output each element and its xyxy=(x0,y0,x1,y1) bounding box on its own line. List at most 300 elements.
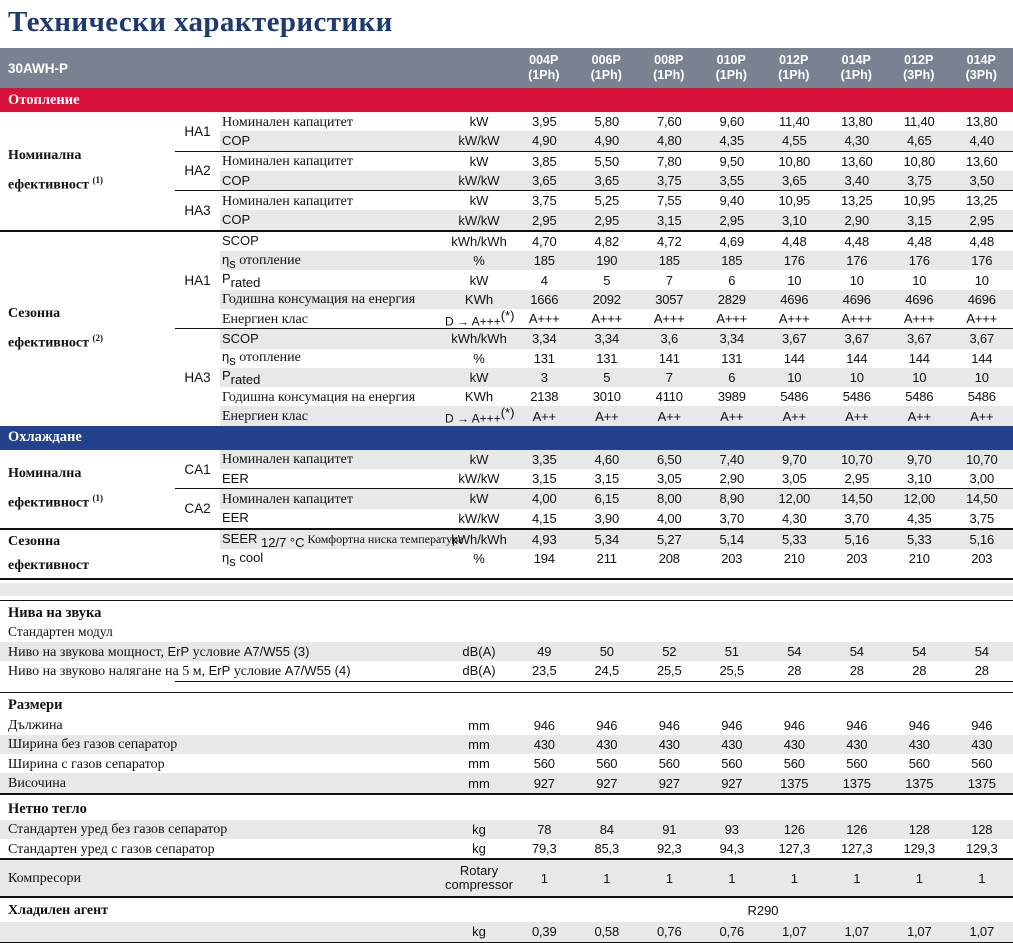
value-cell: 28 xyxy=(888,663,951,678)
value-cell: 4,80 xyxy=(638,133,701,148)
spec-row xyxy=(220,450,1013,469)
label-segment: Номинален капацитет xyxy=(222,452,353,467)
value-cell: 1375 xyxy=(951,776,1013,791)
row-label xyxy=(220,549,445,569)
value-cell: 24,5 xyxy=(576,663,639,678)
value-cell: 54 xyxy=(763,644,826,659)
value-cell: 144 xyxy=(763,351,826,366)
value-cell: 3,05 xyxy=(763,471,826,486)
value-cell: 4,48 xyxy=(826,234,889,249)
value-cell: 13,60 xyxy=(826,154,889,169)
value-cell: 560 xyxy=(638,756,701,771)
label-segment: s xyxy=(229,554,236,569)
value-cell: 13,25 xyxy=(826,193,889,208)
value-cell: A++ xyxy=(701,409,764,424)
value-cell: A++ xyxy=(763,409,826,424)
label-segment: mm xyxy=(468,737,490,752)
value-cell: 8,00 xyxy=(638,491,701,506)
value-cell: 85,3 xyxy=(576,841,639,856)
value-cell: 4,70 xyxy=(513,234,576,249)
value-cell: 2829 xyxy=(701,292,764,307)
unit-cell xyxy=(445,214,513,227)
spec-section xyxy=(0,230,1013,426)
row-label xyxy=(220,270,445,290)
spec-row xyxy=(220,489,1013,508)
value-cell: 0,39 xyxy=(513,924,576,939)
model-columns xyxy=(513,48,1013,88)
value-cell: A+++ xyxy=(576,311,639,326)
value-cell: 3,35 xyxy=(513,452,576,467)
row-label xyxy=(220,113,445,131)
value-cell: 560 xyxy=(951,756,1013,771)
value-cell: 3,34 xyxy=(701,331,764,346)
label-segment: kW xyxy=(470,370,489,385)
value-cell: 3,65 xyxy=(763,173,826,188)
row-label xyxy=(220,232,445,250)
spec-row xyxy=(220,112,1013,131)
unit-cell xyxy=(445,842,513,855)
column-header xyxy=(888,48,951,88)
page-title: Технически характеристики xyxy=(0,4,1013,48)
value-cell: 430 xyxy=(826,737,889,752)
value-cell: 3,75 xyxy=(888,173,951,188)
value-cell: 13,25 xyxy=(951,193,1013,208)
label-segment: η xyxy=(222,349,229,364)
value-cell: 144 xyxy=(826,351,889,366)
unit-cell xyxy=(445,134,513,147)
value-cell: 2,95 xyxy=(576,213,639,228)
unit-cell xyxy=(445,235,513,248)
value-cell: 946 xyxy=(701,718,764,733)
section-label: Сезонна ефективност xyxy=(0,530,175,578)
value-cell: 92,3 xyxy=(638,841,701,856)
label-segment: kWh/kWh xyxy=(451,532,507,547)
value-cell: 10 xyxy=(763,370,826,385)
spec-row xyxy=(0,860,1013,896)
label-segment: kg xyxy=(472,924,486,939)
spec-block xyxy=(0,797,1013,861)
label-segment: KWh xyxy=(465,292,493,307)
value-cell: A+++ xyxy=(763,311,826,326)
value-cell: 4,82 xyxy=(576,234,639,249)
label-segment: Ширина с газов сепаратор xyxy=(8,757,165,772)
value-cell: 430 xyxy=(576,737,639,752)
unit-cell xyxy=(445,194,513,207)
column-code: 014P xyxy=(825,53,888,68)
value-cell: A++ xyxy=(638,409,701,424)
value-cell: 10 xyxy=(826,273,889,288)
label-segment: % xyxy=(473,253,485,268)
unit-cell xyxy=(445,406,513,425)
label-segment: mm xyxy=(468,756,490,771)
value-cell: 10,80 xyxy=(763,154,826,169)
label-segment: Ширина без газов сепаратор xyxy=(8,737,177,752)
value-cell: 6,15 xyxy=(576,491,639,506)
spec-row xyxy=(0,754,1013,773)
spec-group xyxy=(175,450,1013,489)
value-cell: 6,50 xyxy=(638,452,701,467)
label-segment: отопление xyxy=(236,253,301,268)
value-cell: 3,40 xyxy=(826,173,889,188)
value-cell: 3,50 xyxy=(951,173,1013,188)
value-cell: 208 xyxy=(638,551,701,566)
value-cell: 28 xyxy=(763,663,826,678)
group-label: HA3 xyxy=(175,329,220,425)
label-segment: Ниво на звуково налягане на 5 м, xyxy=(8,664,209,679)
value-cell: 5486 xyxy=(888,389,951,404)
value-cell: 50 xyxy=(576,644,639,659)
unit-cell xyxy=(445,512,513,525)
value-cell: 10 xyxy=(888,273,951,288)
value-cell: 3,75 xyxy=(951,511,1013,526)
value-cell: 3,15 xyxy=(888,213,951,228)
row-label xyxy=(220,330,445,348)
spec-row xyxy=(220,191,1013,210)
spec-section xyxy=(0,450,1013,528)
value-cell: 5,16 xyxy=(826,532,889,547)
value-cell: 430 xyxy=(513,737,576,752)
column-phase: (1Ph) xyxy=(513,68,576,83)
label-segment: A7/W55 (4) xyxy=(285,663,351,678)
label-segment: ErP xyxy=(209,663,231,678)
unit-cell xyxy=(445,738,513,751)
label-segment: kW xyxy=(470,273,489,288)
value-cell: A+++ xyxy=(951,311,1013,326)
section-label: Номинална ефективност $^{(1)}$ xyxy=(0,450,175,528)
value-cell: 84 xyxy=(576,822,639,837)
label-segment: KWh xyxy=(465,389,493,404)
label-segment: COP xyxy=(222,173,250,188)
value-cell: A++ xyxy=(888,409,951,424)
value-cell: 4696 xyxy=(888,292,951,307)
value-cell: 10,95 xyxy=(888,193,951,208)
row-label xyxy=(220,132,445,150)
label-segment: SEER xyxy=(222,531,261,546)
value-cell: 7 xyxy=(638,370,701,385)
spec-row xyxy=(0,735,1013,754)
value-cell: 10,80 xyxy=(888,154,951,169)
value-cell: 560 xyxy=(513,756,576,771)
unit-cell xyxy=(445,390,513,403)
value-cell: 2,90 xyxy=(826,213,889,228)
value-cell: A++ xyxy=(951,409,1013,424)
value-cell: 185 xyxy=(638,253,701,268)
value-cell: 3,95 xyxy=(513,114,576,129)
value-cell: 9,70 xyxy=(763,452,826,467)
label-segment: kW xyxy=(470,114,489,129)
row-label xyxy=(220,470,445,488)
value-cell: 5,50 xyxy=(576,154,639,169)
partial-divider xyxy=(175,681,1013,682)
value-cell: 54 xyxy=(826,644,889,659)
unit-cell xyxy=(445,254,513,267)
value-cell: 144 xyxy=(951,351,1013,366)
label-segment: отопление xyxy=(236,350,301,365)
group-label: HA1 xyxy=(175,232,220,328)
label-segment: kW/kW xyxy=(458,173,499,188)
value-cell: 1666 xyxy=(513,292,576,307)
value-cell: 3057 xyxy=(638,292,701,307)
label-segment: условие xyxy=(189,645,244,660)
value-cell: 176 xyxy=(888,253,951,268)
label-segment: Стандартен уред без газов сепаратор xyxy=(8,822,227,837)
value-cell: 94,3 xyxy=(701,841,764,856)
value-cell: 10 xyxy=(951,370,1013,385)
spec-row xyxy=(220,290,1013,309)
row-label xyxy=(220,251,445,271)
column-header xyxy=(763,48,826,88)
value-cell: 3,6 xyxy=(638,331,701,346)
value-cell: 946 xyxy=(638,718,701,733)
row-label xyxy=(220,367,445,387)
value-cell: 52 xyxy=(638,644,701,659)
value-cell: A+++ xyxy=(638,311,701,326)
value-cell: 10,70 xyxy=(951,452,1013,467)
value-cell: 560 xyxy=(763,756,826,771)
value-cell: 127,3 xyxy=(826,841,889,856)
value-cell: 2,95 xyxy=(513,213,576,228)
label-segment: Дължина xyxy=(8,718,63,733)
unit-cell xyxy=(445,309,513,328)
label-segment: mm xyxy=(468,776,490,791)
group-label xyxy=(175,530,220,569)
value-cell: 14,50 xyxy=(826,491,889,506)
unit-cell xyxy=(445,645,513,658)
value-cell: 1 xyxy=(951,871,1013,886)
value-cell: 1 xyxy=(513,871,576,886)
value-cell: 1375 xyxy=(763,776,826,791)
value-cell: 203 xyxy=(701,551,764,566)
value-cell: 3,75 xyxy=(638,173,701,188)
value-cell: 28 xyxy=(951,663,1013,678)
spec-row xyxy=(220,368,1013,387)
value-cell: 91 xyxy=(638,822,701,837)
label-segment: s xyxy=(229,353,236,368)
row-label xyxy=(0,716,445,734)
spec-row xyxy=(220,469,1013,488)
value-cell: 5,34 xyxy=(576,532,639,547)
value-cell: A+++ xyxy=(888,311,951,326)
column-header xyxy=(513,48,576,88)
spec-row xyxy=(220,232,1013,251)
block-subtitle: Стандартен модул xyxy=(0,624,1013,642)
group-label: HA3 xyxy=(175,191,220,230)
spec-block xyxy=(0,692,1013,795)
value-cell: 5 xyxy=(576,370,639,385)
value-cell: 4,48 xyxy=(951,234,1013,249)
column-phase: (3Ph) xyxy=(950,68,1013,83)
column-phase: (1Ph) xyxy=(763,68,826,83)
row-label xyxy=(220,490,445,508)
value-cell: 2,95 xyxy=(701,213,764,228)
value-cell: 4,15 xyxy=(513,511,576,526)
row-label xyxy=(220,290,445,308)
row-label xyxy=(0,662,445,680)
value-cell: 4,69 xyxy=(701,234,764,249)
spec-block xyxy=(0,600,1013,682)
value-cell: 3010 xyxy=(576,389,639,404)
label-segment: mm xyxy=(468,718,490,733)
value-cell: 1,07 xyxy=(826,924,889,939)
column-header xyxy=(950,48,1013,88)
row-label xyxy=(220,152,445,170)
value-cell: A++ xyxy=(576,409,639,424)
value-cell: 1,07 xyxy=(951,924,1013,939)
section-bar-label: Отопление xyxy=(8,92,80,109)
value-cell: 4,35 xyxy=(701,133,764,148)
spec-row xyxy=(220,530,1013,549)
value-cell: 7,55 xyxy=(638,193,701,208)
column-phase: (1Ph) xyxy=(825,68,888,83)
row-label xyxy=(0,840,445,858)
value-cell: 4,40 xyxy=(951,133,1013,148)
unit-cell xyxy=(445,293,513,306)
value-cell: 1 xyxy=(576,871,639,886)
block-title: Нива на звука xyxy=(0,601,1013,624)
spec-row xyxy=(220,349,1013,368)
row-label xyxy=(220,509,445,527)
label-segment: s xyxy=(229,256,236,271)
unit-cell xyxy=(445,777,513,790)
spec-row xyxy=(220,152,1013,171)
label-segment: Комфортна ниска температура xyxy=(305,532,464,546)
label-segment: kW/kW xyxy=(458,213,499,228)
value-cell: 12,00 xyxy=(888,491,951,506)
spec-row xyxy=(0,661,1013,680)
unit-cell xyxy=(445,371,513,384)
unit-cell xyxy=(445,115,513,128)
value-cell: 3989 xyxy=(701,389,764,404)
value-cell: 203 xyxy=(826,551,889,566)
value-cell: 131 xyxy=(576,351,639,366)
value-cell: 927 xyxy=(576,776,639,791)
section-label: Номинална ефективност $^{(1)}$ xyxy=(0,112,175,230)
value-cell: 5 xyxy=(576,273,639,288)
label-segment: COP xyxy=(222,212,250,227)
value-cell: 946 xyxy=(513,718,576,733)
spec-row xyxy=(0,642,1013,661)
row-label xyxy=(0,643,445,661)
unit-cell xyxy=(445,664,513,677)
value-cell: 2,95 xyxy=(951,213,1013,228)
label-segment: D → A+++ xyxy=(445,412,501,426)
block-title: Размери xyxy=(0,693,1013,716)
value-cell: 3,65 xyxy=(576,173,639,188)
value-cell: 12,00 xyxy=(763,491,826,506)
label-segment: rated xyxy=(231,373,261,388)
unit-cell xyxy=(445,719,513,732)
value-cell: 8,90 xyxy=(701,491,764,506)
unit-line: compressor xyxy=(445,877,513,892)
value-cell: A++ xyxy=(826,409,889,424)
value-cell: 51 xyxy=(701,644,764,659)
unit-line: Rotary xyxy=(460,863,498,878)
spec-row xyxy=(220,210,1013,229)
spec-section xyxy=(0,528,1013,580)
label-segment: Годишна консумация на енергия xyxy=(222,292,415,307)
value-cell: 2092 xyxy=(576,292,639,307)
block-title: Нетно тегло xyxy=(0,797,1013,820)
label-segment: COP xyxy=(222,133,250,148)
model-name: 30AWH-P xyxy=(0,48,513,88)
unit-cell xyxy=(445,492,513,505)
value-cell: 10,70 xyxy=(826,452,889,467)
label-segment: Номинален капацитет xyxy=(222,115,353,130)
spec-group xyxy=(175,190,1013,230)
value-cell: 3,15 xyxy=(576,471,639,486)
value-cell: 430 xyxy=(951,737,1013,752)
value-cell: 4,00 xyxy=(513,491,576,506)
value-cell: A+++ xyxy=(701,311,764,326)
value-cell: 3,85 xyxy=(513,154,576,169)
value-cell: 3,67 xyxy=(888,331,951,346)
value-cell: 176 xyxy=(826,253,889,268)
value-cell: 4,72 xyxy=(638,234,701,249)
row-label xyxy=(220,211,445,229)
value-cell: 3,70 xyxy=(701,511,764,526)
label-segment: P xyxy=(222,271,231,286)
value-cell: 946 xyxy=(826,718,889,733)
value-cell: 185 xyxy=(701,253,764,268)
label-segment: dB(A) xyxy=(462,663,495,678)
label-segment: Номинален капацитет xyxy=(222,194,353,209)
unit-cell xyxy=(445,823,513,836)
value-cell: 9,40 xyxy=(701,193,764,208)
column-header xyxy=(825,48,888,88)
group-label: CA2 xyxy=(175,489,220,528)
row-label xyxy=(0,774,445,792)
spec-row xyxy=(220,509,1013,528)
value-cell: 5,16 xyxy=(951,532,1013,547)
value-cell: 927 xyxy=(638,776,701,791)
label-segment: (*) xyxy=(501,308,515,323)
column-code: 008P xyxy=(638,53,701,68)
value-cell: 3,67 xyxy=(826,331,889,346)
label-segment: Стандартен уред с газов сепаратор xyxy=(8,842,215,857)
column-header xyxy=(700,48,763,88)
unit-cell xyxy=(445,332,513,345)
value-cell: 54 xyxy=(951,644,1013,659)
spec-group xyxy=(175,530,1013,569)
section-bar-label: Охлаждане xyxy=(8,429,82,446)
value-cell: 2138 xyxy=(513,389,576,404)
value-cell: 1375 xyxy=(888,776,951,791)
value-cell: 127,3 xyxy=(763,841,826,856)
spec-row xyxy=(0,839,1013,858)
value-cell: 4,90 xyxy=(513,133,576,148)
value-cell: 10 xyxy=(888,370,951,385)
unit-cell xyxy=(445,472,513,485)
value-cell: 946 xyxy=(576,718,639,733)
value-cell: A+++ xyxy=(826,311,889,326)
value-cell: 3,67 xyxy=(951,331,1013,346)
value-cell: A+++ xyxy=(513,311,576,326)
unit-cell xyxy=(445,757,513,770)
value-cell: 1375 xyxy=(826,776,889,791)
label-segment: 12/7 °C xyxy=(261,535,305,550)
value-cell: 211 xyxy=(576,551,639,566)
label-segment: kW/kW xyxy=(458,511,499,526)
label-segment: Компресори xyxy=(8,871,81,886)
label-segment: rated xyxy=(231,275,261,290)
value-cell: 2,90 xyxy=(701,471,764,486)
column-code: 004P xyxy=(513,53,576,68)
value-cell: 560 xyxy=(826,756,889,771)
label-segment: kg xyxy=(472,841,486,856)
value-cell: 946 xyxy=(888,718,951,733)
column-code: 012P xyxy=(888,53,951,68)
spec-row xyxy=(220,406,1013,425)
